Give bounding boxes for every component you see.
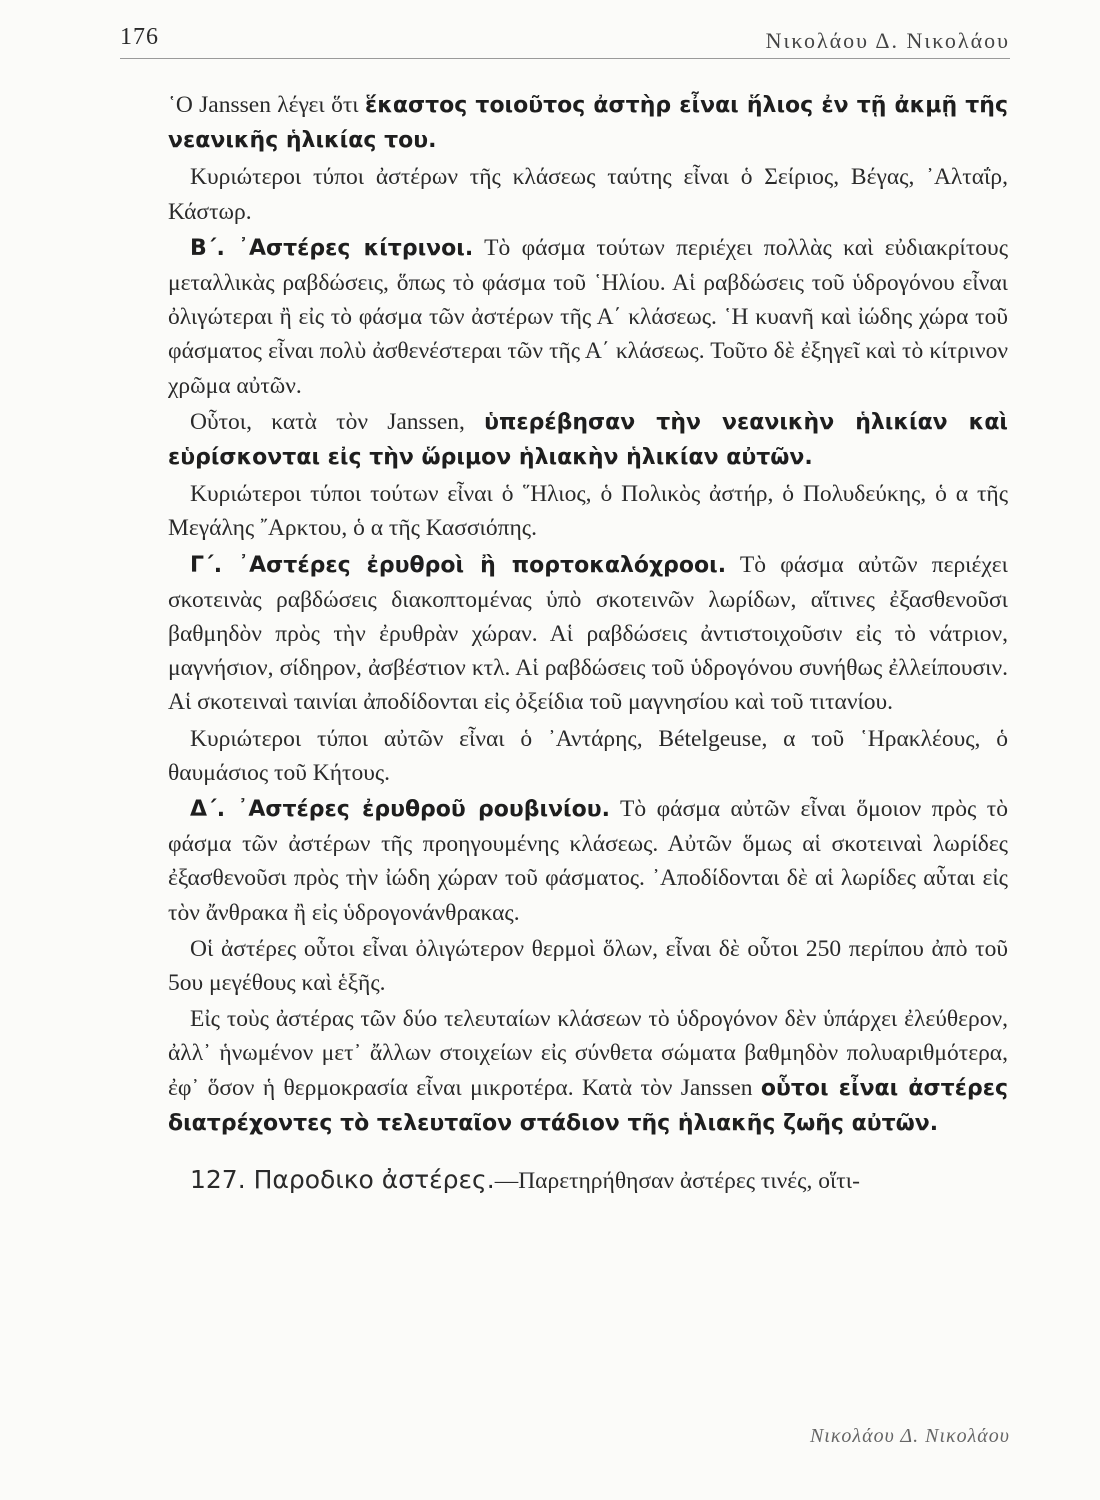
section-b-heading: Β΄. ᾿Αστέρες κίτρινοι.: [190, 235, 474, 261]
paragraph-7: Κυριώτεροι τύποι αὐτῶν εἶναι ὁ ᾿Αντάρης, Bételgeuse, α τοῦ ῾Ηρακλέους, ὁ θαυμάσιος τοῦ Κήτους.: [168, 725, 1008, 786]
paragraph-9: Οἱ ἀστέρες οὗτοι εἶναι ὀλιγώτερον θερμοὶ ὅλων, εἶναι δὲ οὗτοι 250 περίπου ἀπὸ τοῦ 5ου μεγέθους καὶ ἑξῆς.: [168, 935, 1008, 997]
paragraph-127-text: —Παρετηρήθησαν ἀστέρες τινές, οἵτι-: [494, 1168, 860, 1195]
paragraph-1-bold: ἕκαστος τοιοῦτος ἀστὴρ εἶναι ἥλιος ἐν τῇ ἀκμῇ τῆς νεανικῆς ἡλικίας του.: [168, 93, 1009, 154]
paragraph-3: [168, 231, 1008, 403]
page-number: 176: [120, 24, 159, 50]
paragraph-3-text: Τὸ φάσμα τούτων περιέχει πολλὰς καὶ εὐδιακρίτους μεταλλικὰς ραβδώσεις, ὅπως τὸ φάσμα τοῦ ῾Ηλίου. Αἱ ραβδώσεις τοῦ ὑδρογόνου εἶναι ὀλιγώτεραι ἢ εἰς τὸ φάσμα τῶν ἀστέρων τῆς Α΄ κλάσεως. ῾Η κυανῆ καὶ ἰώδης χώρα τοῦ φάσματος εἶναι πολὺ ἀσθενέστεραι τῶν τῆς Α΄ κλάσεως. Τοῦτο δὲ ἐξηγεῖ καὶ τὸ κίτρινον χρῶμα αὐτῶν.: [168, 234, 1008, 399]
paragraph-10: [168, 1002, 1008, 1141]
paragraph-2: Κυριώτεροι τύποι ἀστέρων τῆς κλάσεως ταύτης εἶναι ὁ Σείριος, Βέγας, ᾿Αλταΐρ, Κάστωρ.: [168, 164, 1008, 225]
paragraph-127: [168, 1163, 1008, 1198]
page-body: [168, 88, 1008, 1200]
paragraph-6-text: Τὸ φάσμα αὐτῶν περιέχει σκοτεινὰς ραβδώσεις διακοπτομένας ὑπὸ σκοτεινῶν λωρίδων, αἵτινες ἐξασθενοῦσι βαθμηδὸν πρὸς τὴν ἐρυθρὰν χώραν. Αἱ ραβδώσεις ἀντιστοιχοῦσιν εἰς τὸ νάτριον, μαγνήσιον, σίδηρον, ἀσβέστιον κτλ. Αἱ ραβδώσεις τοῦ ὑδρογόνου συνήθως ἐλλείπουσιν. Αἱ σκοτειναὶ ταινίαι ἀποδίδονται εἰς ὀξείδια τοῦ μαγνησίου καὶ τοῦ τιτανίου.: [168, 551, 1008, 716]
paragraph-8: [168, 792, 1008, 930]
paragraph-1-text: ῾Ο Janssen λέγει ὅτι: [168, 92, 365, 118]
section-c-heading: Γ΄. ᾿Αστέρες ἐρυθροὶ ἢ πορτοκαλόχροοι.: [190, 552, 727, 578]
paragraph-8-text: Τὸ φάσμα αὐτῶν εἶναι ὅμοιον πρὸς τὸ φάσμα τῶν ἀστέρων τῆς προηγουμένης κλάσεως. Αὐτῶν ὅμως αἱ σκοτειναὶ λωρίδες ἐξασθενοῦσι πρὸς τὴν ἰώδη χώραν τοῦ φάσματος. ᾿Αποδίδονται δὲ αἱ λωρίδες αὗται εἰς τὸν ἄνθρακα ἢ εἰς ὑδρογονάνθρακας.: [168, 796, 1008, 926]
paragraph-10-text: Εἰς τοὺς ἀστέρας τῶν δύο τελευταίων κλάσεων τὸ ὑδρογόνον δὲν ὑπάρχει ἐλεύθερον, ἀλλ᾿ ἡνωμένον μετ᾿ ἄλλων στοιχείων εἰς σύνθετα σώματα βαθμηδὸν πολυαριθμότερα, ἐφ᾿ ὅσον ἡ θερμοκρασία εἶναι μικροτέρα. Κατὰ τὸν Janssen: [168, 1006, 1008, 1101]
paragraph-4: [168, 405, 1008, 475]
paragraph-4-text: Οὗτοι, κατὰ τὸν Janssen,: [190, 408, 485, 435]
section-127-heading: 127. Παροδικο ἀστέρες.: [190, 1165, 495, 1195]
footer-signature: Νικολάου Δ. Νικολάου: [809, 1425, 1010, 1447]
paragraph-6: [168, 548, 1008, 720]
paragraph-4-bold: ὑπερέβησαν τὴν νεανικὴν ἡλικίαν καὶ εὑρίσκονται εἰς τὴν ὥριμον ἡλιακὴν ἡλικίαν αὐτῶν.: [168, 409, 1008, 471]
running-head: Νικολάου Δ. Νικολάου: [765, 28, 1010, 53]
paragraph-10-bold: οὗτοι εἶναι ἀστέρες διατρέχοντες τὸ τελευταῖον στάδιον τῆς ἡλιακῆς ζωῆς αὐτῶν.: [168, 1075, 1008, 1136]
section-d-heading: Δ΄. ᾿Αστέρες ἐρυθροῦ ρουβινίου.: [190, 797, 610, 823]
paragraph-5: Κυριώτεροι τύποι τούτων εἶναι ὁ ῞Ηλιος, ὁ Πολικὸς ἀστήρ, ὁ Πολυδεύκης, ὁ α τῆς Μεγάλης ῎Αρκτου, ὁ α τῆς Κασσιόπης.: [168, 481, 1008, 542]
paragraph-1: [168, 88, 1008, 158]
page-header: [120, 18, 1010, 59]
